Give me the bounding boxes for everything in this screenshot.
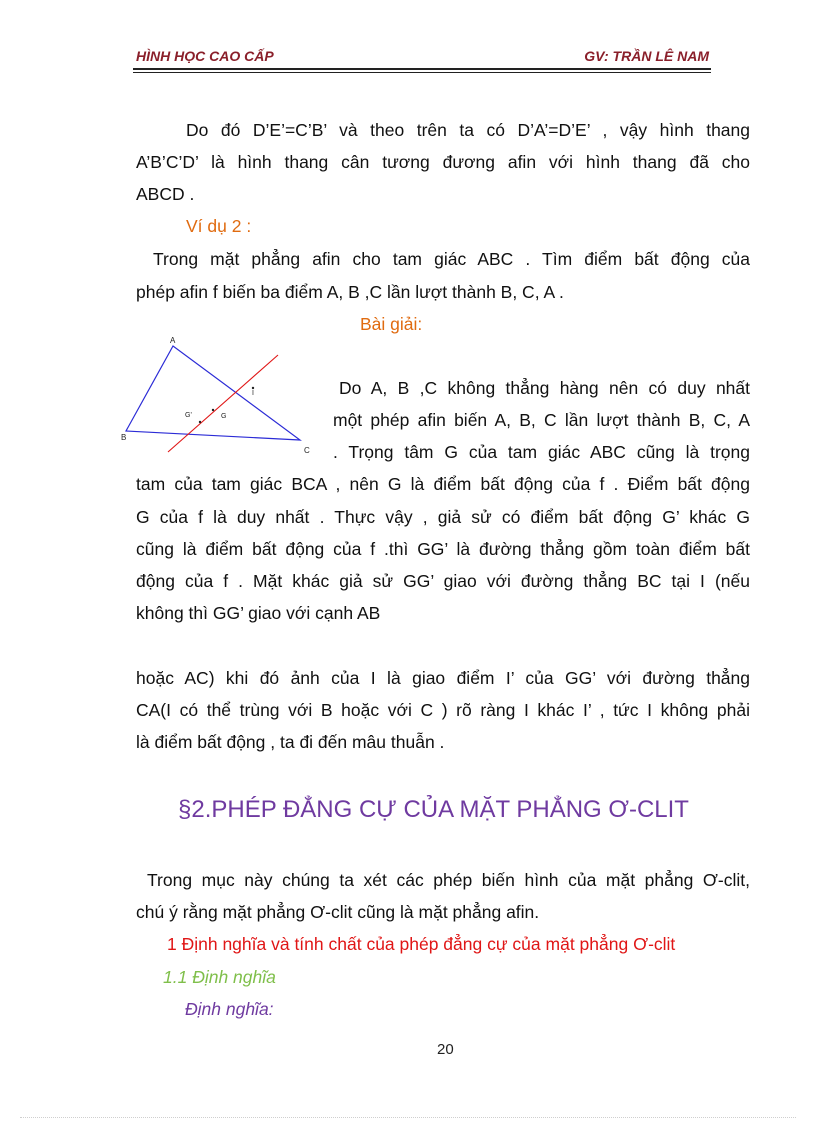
paragraph-line: A’B’C’D’ là hình thang cân tương đương afin với hình thang đã cho <box>136 152 750 172</box>
label-i: I <box>252 390 254 397</box>
paragraph-line: Do A, B ,C không thẳng hàng nên có duy nhất <box>339 378 750 398</box>
point-g-prime <box>199 421 201 423</box>
page-header <box>136 48 709 66</box>
paragraph-line: phép afin f biến ba điểm A, B ,C lần lượt thành B, C, A . <box>136 282 564 302</box>
paragraph-line: Do đó D’E’=C’B’ và theo trên ta có D’A’=D’E’ , vậy hình thang <box>186 120 750 140</box>
triangle-figure <box>118 332 318 457</box>
header-rule <box>133 68 711 70</box>
paragraph-line: một phép afin biến A, B, C lần lượt thành B, C, A <box>333 410 750 430</box>
page-number: 20 <box>437 1041 454 1058</box>
solution-heading: Bài giải: <box>360 314 423 334</box>
paragraph-line: là điểm bất động , ta đi đến mâu thuẫn . <box>136 732 445 752</box>
subsection-heading: 1 Định nghĩa và tính chất của phép đẳng cự của mặt phẳng Ơ-clit <box>167 934 676 954</box>
header-teacher: GV: TRẦN LÊ NAM <box>584 48 709 64</box>
header-rule-thin <box>133 72 711 73</box>
point-g <box>212 409 214 411</box>
triangle-abc <box>126 346 300 440</box>
point-i <box>252 387 254 389</box>
paragraph-line: hoặc AC) khi đó ảnh của I là giao điểm I’ của GG’ với đường thẳng <box>136 668 750 688</box>
paragraph-line: cũng là điểm bất động của f .thì GG’ là đường thẳng gồm toàn điểm bất <box>136 539 750 559</box>
paragraph-line: ABCD . <box>136 184 195 204</box>
paragraph-line: Trong mục này chúng ta xét các phép biến hình của mặt phẳng Ơ-clit, <box>147 870 750 890</box>
label-c: C <box>304 446 310 455</box>
paragraph-line: tam của tam giác BCA , nên G là điểm bất động của f . Điểm bất động <box>136 474 750 494</box>
definition-label: Định nghĩa: <box>185 999 274 1019</box>
paragraph-line: không thì GG’ giao với cạnh AB <box>136 603 381 623</box>
example-heading: Ví dụ 2 : <box>186 216 252 236</box>
subsection-heading-small: 1.1 Định nghĩa <box>163 967 276 987</box>
paragraph-line: động của f . Mặt khác giả sử GG’ giao với đường thẳng BC tại I (nếu <box>136 571 750 591</box>
paragraph-line: CA(I có thể trùng với B hoặc với C ) rõ ràng I khác I’ , tức I không phải <box>136 700 750 720</box>
label-a: A <box>170 336 176 345</box>
label-b: B <box>121 433 127 442</box>
paragraph-line: G của f là duy nhất . Thực vậy , giả sử có điểm bất động G’ khác G <box>136 507 750 527</box>
paragraph-line: . Trọng tâm G của tam giác ABC cũng là trọng <box>333 442 750 462</box>
header-course-title: HÌNH HỌC CAO CẤP <box>136 48 274 64</box>
page-bottom-border <box>20 1117 796 1118</box>
label-g: G <box>221 413 227 420</box>
paragraph-line: Trong mặt phẳng afin cho tam giác ABC . Tìm điểm bất động của <box>153 249 750 269</box>
label-g-prime: G' <box>185 412 192 419</box>
paragraph-line: chú ý rằng mặt phẳng Ơ-clit cũng là mặt phẳng afin. <box>136 902 540 922</box>
section-title: §2.PHÉP ĐẲNG CỰ CỦA MẶT PHẲNG Ơ-CLIT <box>178 796 689 823</box>
